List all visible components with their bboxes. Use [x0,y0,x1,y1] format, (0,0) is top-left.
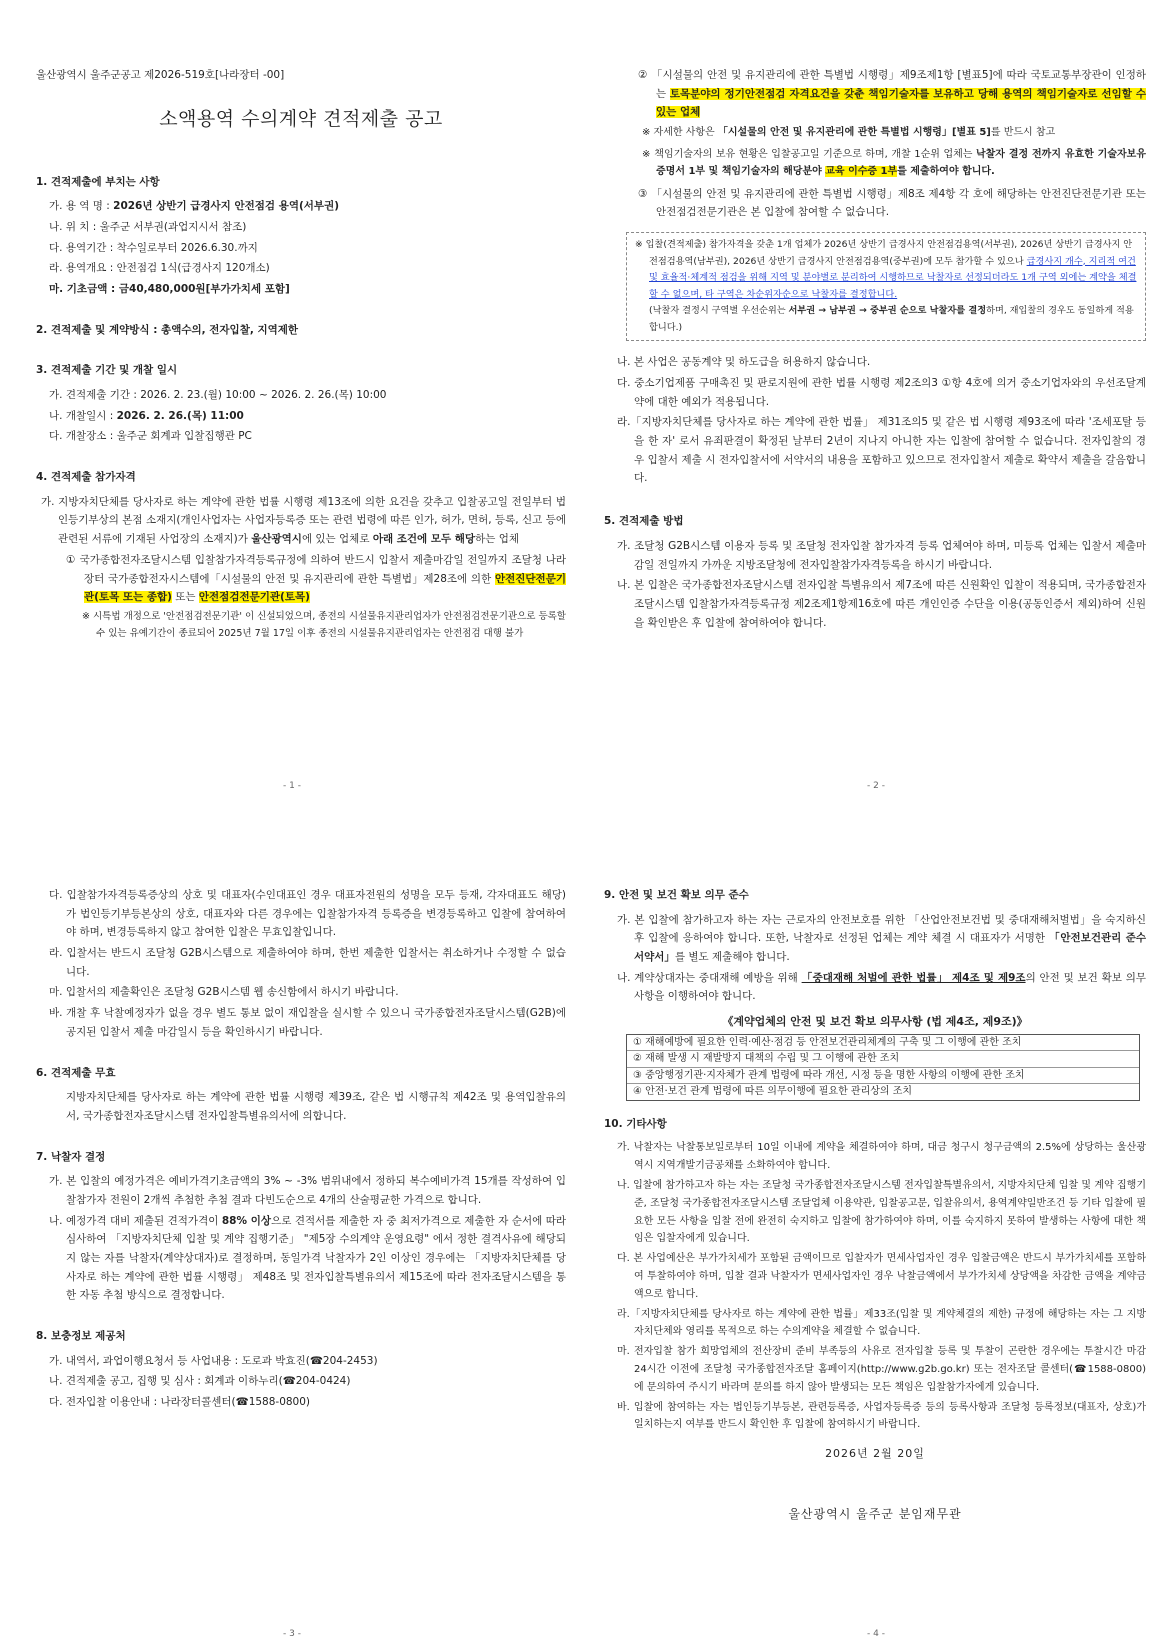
invalid-text: 지방자치단체를 당사자로 하는 계약에 관한 법률 시행령 제39조, 같은 법 시행규칙 제42조 및 용역입찰유의서, 국가종합전자조달시스템 전자입찰특별유의서에 의합니다. [66,1091,566,1122]
section-3-heading: 3. 견적제출 기간 및 개찰 일시 [36,364,178,377]
safety-na: 나. 계약상대자는 중대재해 예방을 위해 「중대재해 처벌에 관한 법률」 제4조 및 제9조의 안전 및 보건 확보 의무사항을 이행하여야 합니다. [617,971,1146,1003]
safety-duty-3: ③ 중앙행정기관·지자체가 관계 법령에 따라 개선, 시정 등을 명한 사항의 이행에 관한 조치 [627,1068,1139,1085]
safety-duty-2: ② 재해 발생 시 재발방지 대책의 수립 및 그 이행에 관한 조치 [627,1051,1139,1068]
item-da: 다. 중소기업제품 구매촉진 및 판로지원에 관한 법률 시행령 제2조의3 ①항 4호에 의거 중소기업자와의 우선조달계약에 대한 예외가 적용됩니다. [617,377,1146,408]
section-4-heading: 4. 견적제출 참가자격 [36,471,136,484]
opening-place: 다. 개찰장소 : 울주군 회계과 입찰집행관 PC [49,430,252,443]
contact-accounting: 나. 견적제출 공고, 집행 및 심사 : 회계과 이하누리(☎204-0424) [49,1375,351,1388]
page-number: - 1 - [283,780,301,791]
qualification-3: ③ 「시설물의 안전 및 유지관리에 관한 특별법 시행령」제8조 제4항 각 호에 해당하는 안전진단전문기관 또는 안전점검전문기관은 본 입찰에 참여할 수 없습니다. [638,187,1146,219]
contact-road: 가. 내역서, 과업이행요청서 등 사업내용 : 도로과 박효진(☎204-2453) [49,1354,378,1367]
section-5-heading: 5. 견적제출 방법 [604,515,684,528]
page-3 [0,826,584,1652]
section-8-heading: 8. 보충정보 제공처 [36,1330,126,1343]
issuing-organization: 울산광역시 울주군 분임재무관 [788,1506,962,1521]
section-9-heading: 9. 안전 및 보건 확보 의무 준수 [604,889,749,901]
reference-note: ※ 자세한 사항은 「시설물의 안전 및 유지관리에 관한 특별법 시행령」[별표 5]를 반드시 참고 [642,127,1056,139]
item-ra: 라.「지방자치단체를 당사자로 하는 계약에 관한 법률」 제31조의5 및 같은 법 시행령 제93조에 따라 '조세포탈 등을 한 자' 로서 유죄판결이 확정된 날부터 2년이 지나지 아니한 자는 입찰에 참여할 수 없습니다. 전자입찰의 경우 입찰서 제출 시 전자입찰서에 서약서의 내용을 포함하고 있으므로 전자입찰서 제출로 확약서 제출을 갈음합니다. [617,416,1146,485]
method-ra: 라. 입찰서는 반드시 조달청 G2B시스템으로 제출하여야 하며, 한번 제출한 입찰서는 취소하거나 수정할 수 없습니다. [49,947,566,978]
method-ba: 바. 개찰 후 낙찰예정자가 없을 경우 별도 통보 없이 재입찰을 실시할 수 있으니 국가종합전자조달시스템(G2B)에 공지된 입찰서 제출 마감일시 등을 확인하시기 바랍니다. [49,1007,566,1038]
service-overview: 라. 용역개요 : 안전점검 1식(급경사지 120개소) [49,262,270,275]
section-6-heading: 6. 견적제출 무효 [36,1066,116,1079]
page-number: - 2 - [867,780,885,791]
notice-reference-number: 울산광역시 울주군공고 제2026-519호[나라장터 -00] [36,69,285,81]
misc-ba: 바. 입찰에 참여하는 자는 법인등기부등본, 관련등록증, 사업자등록증 등의 등록사항과 조달청 등록정보(대표자, 상호)가 일치하는지 여부를 반드시 확인한 후 입찰에 참여하시기 바랍니다. [617,1401,1146,1431]
method-da: 다. 입찰참가자격등록증상의 상호 및 대표자(수인대표인 경우 대표자전원의 성명을 모두 등재, 각자대표도 해당)가 법인등기부등본상의 상호, 대표자와 다른 경우에는 입찰참가자격 등록증을 변경등록하고 입찰에 참여하여야 하며, 변경등록하지 않고 참여한 입찰은 무효입찰입니다. [49,889,566,939]
method-na: 나. 본 입찰은 국가종합전자조달시스템 전자입찰 특별유의서 제7조에 따른 신원확인 입찰이 적용되며, 국가종합전자조달시스템 입찰참가자격등록규정 제2조제1항제16호에 따른 개인인증 수단을 이용(공동인증서 제외)하여 신원을 확인받은 후 입찰에 참여하여야 합니다. [617,579,1146,629]
section-7-heading: 7. 낙찰자 결정 [36,1150,106,1163]
award-na: 나. 예정가격 대비 제출된 견적가격이 88% 이상으로 견적서를 제출한 자 중 최저가격으로 제출한 자 순서에 따라 심사하여 「지방자치단체 입찰 및 계약 집행기준」 "제5장 수의계약 운영요령" 에서 정한 결격사유에 해당되지 않는 자를 낙찰자(계약상대자)로 결정하며, 동일가격 낙찰자가 2인 이상인 경우에는 「지방자치단체를 당사자로 하는 계약에 관한 법률 시행령」 제48조 및 전자입찰특별유의서 제15조에 따라 전자조달시스템을 통한 자동 추첨 방식으로 결정합니다. [49,1214,567,1302]
misc-ga: 가. 낙찰자는 낙찰통보일로부터 10일 이내에 계약을 체결하여야 하며, 대금 청구시 청구금액의 2.5%에 상당하는 울산광역시 지역개발기금공채를 소화하여야 합니다. [617,1142,1146,1172]
misc-ma: 마. 전자입찰 참가 희망업체의 전산장비 준비 부족등의 사유로 전자입찰 등록 및 투찰이 곤란한 경우에는 투찰시간 마감 24시간 이전에 조달청 국가종합전자조달 홈페이지(http://www.g2b.go.kr) 또는 전자조달 콜센터(☎1588-0800)에 문의하여 주시기 바라며 문의를 하지 않아 발생되는 모든 책임은 입찰참가자에게 있습니다. [617,1346,1146,1393]
method-ga: 가. 조달청 G2B시스템 이용자 등록 및 조달청 전자입찰 참가자격 등록 업체여야 하며, 미등록 업체는 입찰서 제출마감일 전일까지 가까운 지방조달청에 전자입찰참가자격등록을 하시기 바랍니다. [617,539,1146,571]
district-priority-notice: ※ 입찰(견적제출) 참가자격을 갖춘 1개 업체가 2026년 상반기 급경사지 안전점검용역(서부권), 2026년 상반기 급경사지 안전점검용역(남부권), 2026년 상반기 급경사지 안전점검용역(중부권)에 모두 참가할 수 있으나 급경사지 개수, 지리적 여건 및 효율적·체계적 점검을 위해 지역 및 분야별로 분리하여 시행하므로 낙찰자로 선정되더라도 1개 구역 외에는 계약을 체결할 수 없으며, 타 구역은 차순위자순으로 낙찰자를 결정합니다. (낙찰자 결정시 구역별 우선순위는 서부권 → 남부권 → 중부권 순으로 낙찰자를 결정하며, 재입찰의 경우도 동일하게 적용합니다.) [626,232,1146,341]
misc-na: 나. 입찰에 참가하고자 하는 자는 조달청 국가종합전자조달시스템 전자입찰특별유의서, 지방자치단체 입찰 및 계약 집행기준, 조달청 국가종합전자조달시스템 조달업체 이용약관, 입찰공고문, 입찰유의서, 용역계약일반조건 등 기타 입찰에 필요한 모든 사항을 입찰 전에 완전히 숙지하고 입찰에 참가하여야 하며, 이를 숙지하지 못하여 발생하는 사항에 대한 책임은 입찰자에게 있습니다. [617,1179,1146,1245]
safety-duties-title: 《계약업체의 안전 및 보건 확보 의무사항 (법 제4조, 제9조)》 [722,1015,1028,1029]
safety-duty-4: ④ 안전·보건 관계 법령에 따른 의무이행에 필요한 관리상의 조치 [633,1086,913,1098]
service-period: 다. 용역기간 : 착수일로부터 2026.6.30.까지 [49,241,258,254]
misc-da: 다. 본 사업예산은 부가가치세가 포함된 금액이므로 입찰자가 면세사업자인 경우 입찰금액은 반드시 부가가치세를 포함하여 투찰하여야 하며, 입찰 결과 낙찰자가 면세사업자인 경우 낙찰금액에서 부가가치세 상당액을 차감한 금액을 계약금액으로 합니다. [617,1253,1146,1300]
amendment-note: ※ 시특법 개정으로 '안전점검전문기관' 이 신설되었으며, 종전의 시설물유지관리업자가 안전점검전문기관으로 등록할 수 있는 유예기간이 종료되어 2025년 7월 17일 이후 종전의 시설물유지관리업자는 안전점검 대행 불가 [82,610,566,639]
qualification-ga: 가. 지방자치단체를 당사자로 하는 계약에 관한 법률 시행령 제13조에 의한 요건을 갖추고 입찰공고일 전일부터 법인등기부상의 본점 소재지(개인사업자는 사업자등록증 또는 관련 법령에 따른 인가, 허가, 면허, 등록, 신고 등에 관련된 서류에 기재된 사업장의 소재지)가 울산광역시에 있는 업체로 아래 조건에 모두 해당하는 업체 [41,495,566,546]
service-location: 나. 위 치 : 울주군 서부권(과업지시서 참조) [49,220,247,233]
page-1 [0,0,584,826]
engineer-note: ※ 책임기술자의 보유 현황은 입찰공고일 기준으로 하며, 개찰 1순위 업체는 낙찰자 결정 전까지 유효한 기술자보유증명서 1부 및 책임기술자의 해당분야 교육 이수증 1부를 제출하여야 합니다. [642,148,1146,178]
contact-callcenter: 다. 전자입찰 이용안내 : 나라장터콜센터(☎1588-0800) [49,1396,311,1409]
notice-date: 2026년 2월 20일 [825,1447,925,1461]
page-number: - 3 - [283,1628,301,1639]
award-ga: 가. 본 입찰의 예정가격은 예비가격기초금액의 3% ~ -3% 범위내에서 정하되 복수예비가격 15개를 작성하여 입찰참가자 전원이 2개씩 추첨한 추첨 결과 다빈도순으로 4개의 산술평균한 가격으로 합니다. [49,1175,566,1206]
section-10-heading: 10. 기타사항 [604,1117,667,1130]
notice-title: 소액용역 수의계약 견적제출 공고 [159,107,443,130]
opening-datetime: 나. 개찰일시 : 2026. 2. 26.(목) 11:00 [49,409,244,422]
qualification-2: ② 「시설물의 안전 및 유지관리에 관한 특별법 시행령」제9조제1항 [별표5]에 따라 국토교통부장관이 인정하는 토목분야의 정기안전점검 자격요건을 갖춘 책임기술자를 보유하고 당해 용역의 책임기술자로 선임할 수 있는 업체 [638,69,1146,119]
item-na: 나. 본 사업은 공동계약 및 하도급을 허용하지 않습니다. [617,356,871,369]
submission-period: 가. 견적제출 기간 : 2026. 2. 23.(월) 10:00 ~ 2026. 2. 26.(목) 10:00 [49,389,387,401]
page-2 [584,0,1168,826]
service-name: 가. 용 역 명 : 2026년 상반기 급경사지 안전점검 용역(서부권) [49,200,340,213]
page-4 [584,826,1168,1652]
safety-ga: 가. 본 입찰에 참가하고자 하는 자는 근로자의 안전보호를 위한 「산업안전보건법 및 중대재해처벌법」을 숙지하신 후 입찰에 응하여야 합니다. 또한, 낙찰자로 선정된 업체는 계약 체결 시 대표자가 서명한 「안전보건관리 준수 서약서」를 별도 제출해야 합니다. [617,913,1146,964]
page-number: - 4 - [867,1628,885,1639]
section-1-heading: 1. 견적제출에 부치는 사항 [36,175,160,188]
section-2-heading: 2. 견적제출 및 계약방식 : 총액수의, 전자입찰, 지역제한 [36,323,299,336]
safety-duty-1: ① 재해예방에 필요한 인력·예산·점검 등 안전보건관리체계의 구축 및 그 이행에 관한 조치 [627,1035,1139,1052]
misc-ra: 라.「지방자치단체를 당사자로 하는 계약에 관한 법률」제33조(입찰 및 계약체결의 제한) 규정에 해당하는 자는 그 지방자치단체와 영리를 목적으로 하는 수의계약을 체결할 수 없습니다. [617,1308,1146,1338]
qualification-1: ① 국가종합전자조달시스템 입찰참가자격등록규정에 의하여 반드시 입찰서 제출마감일 전일까지 조달청 나라장터 국가종합전자시스템에「시설물의 안전 및 유지관리에 관한 특별법」제28조에 의한 안전진단전문기관(토목 또는 종합) 또는 안전점검전문기관(토목) [66,553,566,604]
safety-duties-box [626,1034,1140,1101]
base-amount: 마. 기초금액 : 금40,480,000원[부가가치세 포함] [49,282,290,295]
method-ma: 마. 입찰서의 제출확인은 조달청 G2B시스템 웹 송신함에서 하시기 바랍니다. [49,986,399,999]
